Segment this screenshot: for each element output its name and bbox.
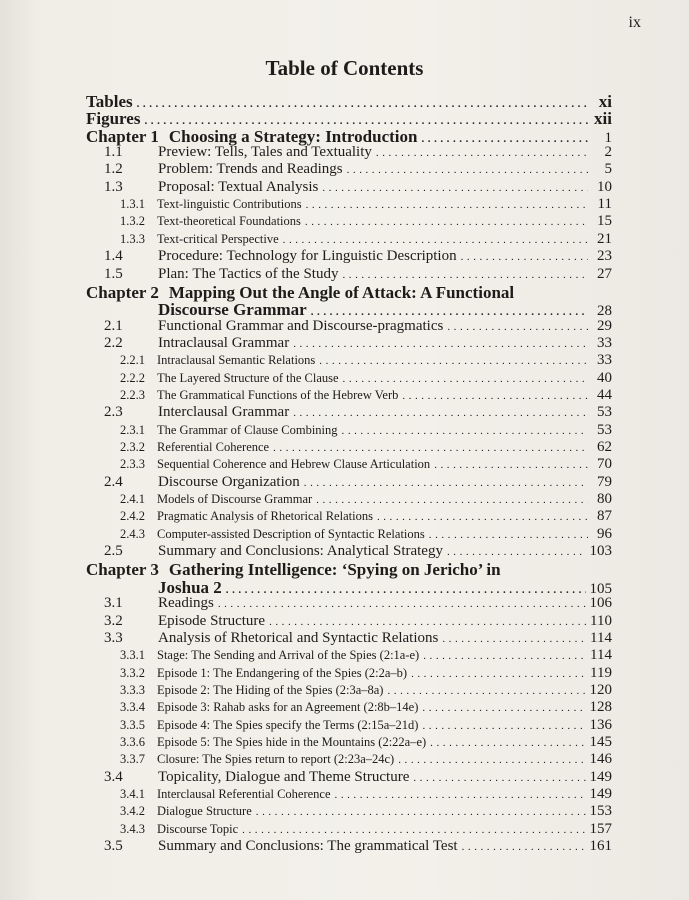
page-ref: 33	[597, 352, 612, 369]
section-number: 2.1	[104, 317, 123, 334]
entry-title: Intraclausal Grammar	[158, 334, 290, 351]
entry-title: Stage: The Sending and Arrival of the Spies (2:1a-e)	[157, 648, 420, 663]
toc-subsection	[86, 665, 612, 682]
entry-title: Episode Structure	[158, 612, 266, 629]
toc-section	[86, 179, 612, 196]
entry-title: Pragmatic Analysis of Rhetorical Relations	[157, 509, 373, 524]
page-ref: 33	[597, 334, 612, 351]
toc-subsection	[86, 821, 612, 838]
toc-subsection	[86, 734, 612, 751]
page-ref: 40	[597, 369, 612, 386]
section-number: 1.3	[104, 178, 123, 195]
entry-title: Plan: The Tactics of the Study	[158, 265, 339, 282]
toc-section	[86, 613, 612, 630]
toc-subsection	[86, 231, 612, 248]
toc-section	[86, 161, 612, 178]
section-number: 3.3.3	[120, 682, 145, 697]
entry-title: Episode 4: The Spies specify the Terms (2:15a–21d)	[157, 717, 419, 732]
section-number: 2.3.1	[120, 422, 145, 437]
entry-title: Computer-assisted Description of Syntactic Relations	[157, 526, 425, 541]
page-ref: 62	[597, 439, 612, 455]
dot-leader	[293, 404, 588, 421]
page-number: ix	[628, 14, 641, 31]
section-number: 3.3.7	[120, 752, 145, 767]
entry-title: Closure: The Spies return to report (2:23a–24c)	[157, 752, 395, 767]
page-ref: 105	[589, 580, 612, 597]
toc-section	[86, 595, 612, 612]
toc-section	[86, 543, 612, 560]
toc-subsection	[86, 196, 612, 213]
page-ref: 103	[589, 543, 612, 560]
page-ref: 161	[589, 838, 612, 855]
page-ref: 53	[597, 421, 612, 438]
dot-leader	[218, 595, 586, 612]
toc-section	[86, 630, 612, 647]
section-number: 3.3.2	[120, 665, 145, 680]
page-ref: 87	[597, 508, 612, 525]
entry-title: Summary and Conclusions: The grammatical Test	[158, 838, 458, 855]
entry-title: Text-theoretical Foundations	[157, 214, 301, 229]
dot-leader	[423, 648, 586, 663]
dot-leader	[422, 700, 585, 715]
page-ref: 157	[589, 820, 612, 837]
dot-leader	[377, 509, 588, 524]
page-ref: 110	[590, 612, 612, 629]
section-number: 3.1	[104, 595, 123, 612]
section-number: 1.3.3	[120, 231, 145, 246]
entry-title: Text-critical Perspective	[157, 231, 279, 246]
page-ref: 29	[597, 317, 612, 334]
entry-title: Summary and Conclusions: Analytical Strategy	[158, 543, 443, 560]
toc-section	[86, 838, 612, 855]
section-number: 2.4	[104, 473, 123, 490]
toc-section	[86, 144, 612, 161]
entry-title: The Grammar of Clause Combining	[157, 422, 338, 437]
page-ref: 44	[597, 386, 612, 403]
toc-section	[86, 404, 612, 421]
entry-title: Episode 3: Rahab asks for an Agreement (2:8b–14e)	[157, 700, 419, 715]
section-number: 3.3.4	[120, 700, 145, 715]
dot-leader	[269, 613, 586, 630]
entry-title: The Layered Structure of the Clause	[157, 370, 339, 385]
toc-subsection	[86, 491, 612, 508]
page-ref: xii	[594, 109, 612, 129]
page-ref: 136	[589, 716, 612, 733]
section-number: 3.2	[104, 612, 123, 629]
entry-title: Models of Discourse Grammar	[157, 492, 313, 507]
entry-title: Dialogue Structure	[157, 804, 252, 819]
dot-leader	[273, 440, 588, 455]
page-ref: 2	[604, 144, 612, 161]
toc-subsection	[86, 803, 612, 820]
page-ref: 10	[597, 178, 612, 195]
section-number: 1.1	[104, 144, 123, 161]
page-ref: 11	[597, 196, 612, 213]
page-ref: 153	[589, 803, 612, 820]
dot-leader	[430, 735, 585, 750]
toc-subsection	[86, 352, 612, 369]
chapter-title: Mapping Out the Angle of Attack: A Functional	[168, 282, 515, 302]
toc-section	[86, 266, 612, 283]
dot-leader	[305, 214, 588, 229]
toc-subsection	[86, 682, 612, 699]
section-number: 2.3.2	[120, 440, 145, 454]
dot-leader	[319, 353, 588, 368]
dot-leader	[447, 543, 586, 560]
toc-subsection	[86, 647, 612, 664]
dot-leader	[398, 752, 585, 767]
dot-leader	[347, 161, 588, 178]
dot-leader	[342, 423, 588, 438]
chapter-title-cont: Joshua 2	[158, 577, 222, 597]
section-number: 1.2	[104, 161, 123, 178]
section-number: 3.3.5	[120, 717, 145, 732]
dot-leader	[422, 718, 585, 733]
dot-leader	[256, 804, 586, 819]
dot-leader	[342, 266, 588, 283]
page-ref: 114	[590, 647, 612, 664]
section-number: 3.4.3	[120, 821, 145, 836]
page-ref: 149	[589, 768, 612, 785]
toc-subsection	[86, 422, 612, 439]
section-number: 3.3.1	[120, 648, 145, 663]
dot-leader	[429, 527, 588, 542]
dot-leader	[447, 318, 588, 335]
page-ref: 28	[597, 303, 612, 320]
dot-leader	[434, 457, 588, 472]
entry-title: Discourse Topic	[157, 821, 239, 836]
page-title: Table of Contents	[265, 56, 424, 80]
toc-section	[86, 318, 612, 335]
toc-subsection	[86, 717, 612, 734]
chapter-number: Chapter 3	[86, 560, 159, 580]
entry-title: Procedure: Technology for Linguistic Description	[158, 248, 457, 265]
section-number: 2.2.3	[120, 387, 145, 402]
dot-leader	[316, 492, 588, 507]
section-number: 1.3.1	[120, 197, 145, 212]
entry-title: Sequential Coherence and Hebrew Clause Articulation	[157, 457, 431, 472]
dot-leader	[402, 388, 588, 403]
dot-leader	[376, 144, 588, 161]
toc-subsection	[86, 387, 612, 404]
page-ref: 79	[597, 473, 612, 490]
entry-title: Episode 1: The Endangering of the Spies (2:2a–b)	[157, 665, 408, 680]
dot-leader	[304, 474, 588, 491]
toc-subsection	[86, 699, 612, 716]
page-ref: xi	[598, 92, 612, 111]
dot-leader	[335, 787, 586, 802]
section-number: 3.4.1	[120, 787, 145, 801]
chapter-title: Gathering Intelligence: ‘Spying on Jericho’ in	[168, 560, 501, 580]
toc-subsection	[86, 786, 612, 803]
entry-title: Readings	[158, 595, 214, 612]
chapter-number: Chapter 2	[86, 282, 159, 302]
page-ref: 53	[597, 404, 612, 421]
toc-subsection	[86, 439, 612, 456]
page-ref: 70	[597, 456, 612, 473]
entry-title: Functional Grammar and Discourse-pragmatics	[158, 317, 444, 334]
entry-title: Interclausal Referential Coherence	[157, 787, 331, 801]
toc-section	[86, 769, 612, 786]
dot-leader	[242, 822, 585, 837]
toc-section	[86, 248, 612, 265]
toc-subsection	[86, 213, 612, 230]
dot-leader	[293, 335, 588, 352]
entry-title: Preview: Tells, Tales and Textuality	[158, 144, 372, 161]
page-ref: 128	[589, 699, 612, 716]
dot-leader	[462, 838, 586, 855]
page-ref: 27	[597, 265, 612, 282]
section-number: 2.4.2	[120, 509, 145, 524]
section-number: 1.5	[104, 265, 123, 282]
page-ref: 146	[589, 751, 612, 768]
page-ref: 114	[590, 629, 612, 646]
page-ref: 119	[590, 664, 612, 681]
entry-title: Problem: Trends and Readings	[158, 161, 343, 178]
section-number: 2.4.1	[120, 492, 145, 507]
entry-title: Analysis of Rhetorical and Syntactic Relations	[158, 629, 439, 646]
page-ref: 1	[604, 129, 612, 146]
dot-leader	[442, 630, 586, 647]
section-number: 3.4	[104, 768, 123, 785]
page-ref: 145	[589, 733, 612, 750]
dot-leader	[283, 232, 588, 247]
page-ref: 149	[589, 786, 612, 802]
page-ref: 80	[597, 491, 612, 508]
entry-title: Text-linguistic Contributions	[157, 197, 302, 212]
section-number: 3.3	[104, 629, 123, 646]
page-ref: 23	[597, 248, 612, 265]
entry-title: Figures	[86, 109, 141, 129]
section-number: 2.4.3	[120, 526, 145, 541]
section-number: 3.5	[104, 838, 123, 855]
dot-leader	[411, 666, 586, 681]
entry-title: Intraclausal Semantic Relations	[157, 353, 316, 368]
section-number: 2.3.3	[120, 457, 145, 472]
dot-leader	[413, 769, 585, 786]
dot-leader	[343, 371, 588, 386]
section-number: Chapter 1	[86, 126, 159, 146]
page-ref: 106	[589, 595, 612, 612]
toc-subsection	[86, 526, 612, 543]
section-number: 3.3.6	[120, 734, 145, 749]
page-ref: 5	[604, 161, 612, 178]
dot-leader	[322, 179, 588, 196]
section-number: 3.4.2	[120, 804, 145, 819]
chapter-title-cont: Discourse Grammar	[158, 300, 307, 320]
entry-title: Choosing a Strategy: Introduction	[168, 126, 418, 146]
page-ref: 15	[597, 213, 612, 230]
dot-leader	[461, 248, 588, 265]
toc-subsection	[86, 751, 612, 768]
section-number: 1.3.2	[120, 214, 145, 229]
entry-title: Episode 2: The Hiding of the Spies (2:3a–8a)	[157, 682, 384, 697]
entry-title: Tables	[86, 92, 133, 111]
dot-leader	[387, 683, 585, 698]
toc-subsection	[86, 370, 612, 387]
dot-leader	[306, 197, 588, 212]
entry-title: Topicality, Dialogue and Theme Structure	[158, 768, 410, 785]
entry-title: Proposal: Textual Analysis	[158, 178, 319, 195]
page-ref: 120	[589, 681, 612, 698]
section-number: 2.2.1	[120, 353, 145, 368]
section-number: 2.3	[104, 404, 123, 421]
toc-section	[86, 335, 612, 352]
page-ref: 21	[597, 230, 612, 247]
toc-subsection	[86, 508, 612, 525]
section-number: 2.2.2	[120, 370, 145, 385]
toc-section	[86, 474, 612, 491]
entry-title: Interclausal Grammar	[158, 404, 290, 421]
entry-title: Episode 5: The Spies hide in the Mountains (2:22a–e)	[157, 734, 427, 749]
entry-title: Referential Coherence	[157, 440, 270, 454]
section-number: 2.5	[104, 543, 123, 560]
toc-subsection	[86, 456, 612, 473]
page-ref: 96	[597, 525, 612, 542]
section-number: 1.4	[104, 248, 123, 265]
entry-title: Discourse Organization	[158, 473, 300, 490]
entry-title: The Grammatical Functions of the Hebrew Verb	[157, 387, 399, 402]
section-number: 2.2	[104, 334, 123, 351]
